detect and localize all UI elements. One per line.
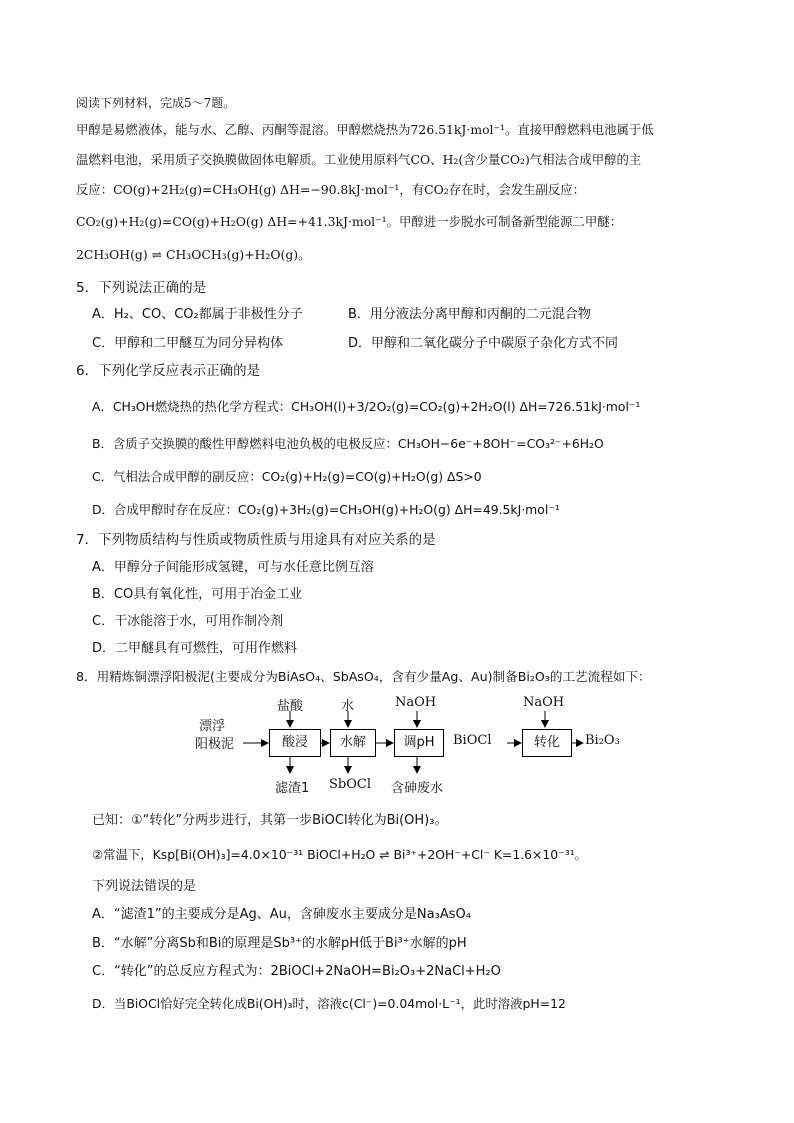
intro-line-1: 阅读下列材料，完成5～7题。: [76, 96, 236, 110]
q8-option-c: C．“转化”的总反应方程式为：2BiOCl+2NaOH=Bi₂O₃+2NaCl+H₂O: [92, 964, 501, 979]
reagent-1-label: 盐酸: [277, 699, 304, 714]
waste-3-label: 含砷废水: [391, 781, 444, 796]
q5-option-a: A．H₂、CO、CO₂都属于非极性分子: [92, 307, 303, 322]
q8-option-a: A．“滤渣1”的主要成分是Ag、Au，含砷废水主要成分是Na₃AsO₄: [92, 907, 471, 922]
intro-line-2: 甲醇是易燃液体，能与水、乙醇、丙酮等混溶。甲醇燃烧热为726.51kJ·mol⁻¹。直接甲醇燃料电池属于低: [76, 122, 654, 137]
q8-stem-2: 下列说法错误的是: [92, 879, 197, 894]
q6-option-d: D．合成甲醇时存在反应：CO₂(g)+3H₂(g)=CH₃OH(g)+H₂O(g) ΔH=49.5kJ·mol⁻¹: [92, 502, 560, 517]
waste-2-label: SbOCl: [329, 777, 371, 792]
q6-option-a: A．CH₃OH燃烧热的热化学方程式：CH₃OH(l)+3/2O₂(g)=CO₂(g)+2H₂O(l) ΔH=726.51kJ·mol⁻¹: [92, 399, 641, 414]
q7-option-b: B．CO具有氧化性，可用于冶金工业: [92, 587, 303, 602]
reagent-4-label: NaOH: [523, 695, 565, 710]
reagent-2-label: 水: [341, 699, 355, 714]
q5-option-d: D．甲醇和二氧化碳分子中碳原子杂化方式不同: [348, 336, 619, 351]
step-adjust-ph-box: 调pH: [394, 729, 444, 757]
intro-line-4: 反应：CO(g)+2H₂(g)=CH₃OH(g) ΔH=−90.8kJ·mol⁻¹，有CO₂存在时，会发生副反应：: [76, 182, 586, 197]
q5-stem: 5．下列说法正确的是: [76, 280, 207, 296]
q6-stem: 6．下列化学反应表示正确的是: [76, 363, 261, 379]
q7-stem: 7．下列物质结构与性质或物质性质与用途具有对应关系的是: [76, 532, 436, 548]
intermediate-label: BiOCl: [453, 733, 492, 748]
intro-line-6: 2CH₃OH(g) ⇌ CH₃OCH₃(g)+H₂O(g)。: [76, 247, 311, 262]
q8-option-b: B．“水解”分离Sb和Bi的原理是Sb³⁺的水解pH低于Bi³⁺水解的pH: [92, 936, 467, 951]
intro-line-3: 温燃料电池，采用质子交换膜做固体电解质。工业使用原料气CO、H₂(含少量CO₂)气相法合成甲醇的主: [76, 152, 642, 167]
waste-1-label: 滤渣1: [275, 781, 310, 796]
start-label-top: 漂浮: [199, 719, 226, 734]
step-hydrolysis-box: 水解: [330, 729, 376, 757]
q6-option-c: C．气相法合成甲醇的副反应：CO₂(g)+H₂(g)=CO(g)+H₂O(g) ΔS>0: [92, 469, 482, 484]
q7-option-c: C．干冰能溶于水，可用作制冷剂: [92, 614, 284, 629]
process-flow-diagram: [195, 693, 620, 796]
q7-option-d: D．二甲醚具有可燃性，可用作燃料: [92, 641, 298, 656]
q6-option-b: B．含质子交换膜的酸性甲醇燃料电池负极的电极反应：CH₃OH−6e⁻+8OH⁻=CO₃²⁻+6H₂O: [92, 436, 604, 451]
step-conversion-box: 转化: [522, 729, 572, 757]
q8-option-d: D．当BiOCl恰好完全转化成Bi(OH)₃时，溶液c(Cl⁻)=0.04mol·L⁻¹，此时溶液pH=12: [92, 996, 566, 1011]
start-label-bottom: 阳极泥: [195, 737, 235, 752]
q5-option-c: C．甲醇和二甲醚互为同分异构体: [92, 336, 284, 351]
q7-option-a: A．甲醇分子间能形成氢键，可与水任意比例互溶: [92, 560, 374, 575]
q8-known-1: 已知：①“转化”分两步进行，其第一步BiOCl转化为Bi(OH)₃。: [92, 813, 448, 828]
q8-known-2: ②常温下，Ksp[Bi(OH)₃]=4.0×10⁻³¹ BiOCl+H₂O ⇌ Bi³⁺+2OH⁻+Cl⁻ K=1.6×10⁻³¹。: [92, 847, 588, 862]
product-label: Bi₂O₃: [585, 733, 620, 748]
step-acid-leach-box: 酸浸: [269, 729, 321, 757]
q5-option-b: B．用分液法分离甲醇和丙酮的二元混合物: [348, 307, 591, 322]
reagent-3-label: NaOH: [395, 695, 437, 710]
intro-line-5: CO₂(g)+H₂(g)=CO(g)+H₂O(g) ΔH=+41.3kJ·mol⁻¹。甲醇进一步脱水可制备新型能源二甲醚：: [76, 214, 623, 229]
q8-stem: 8．用精炼铜漂浮阳极泥(主要成分为BiAsO₄、SbAsO₄，含有少量Ag、Au)制备Bi₂O₃的工艺流程如下：: [76, 669, 651, 684]
